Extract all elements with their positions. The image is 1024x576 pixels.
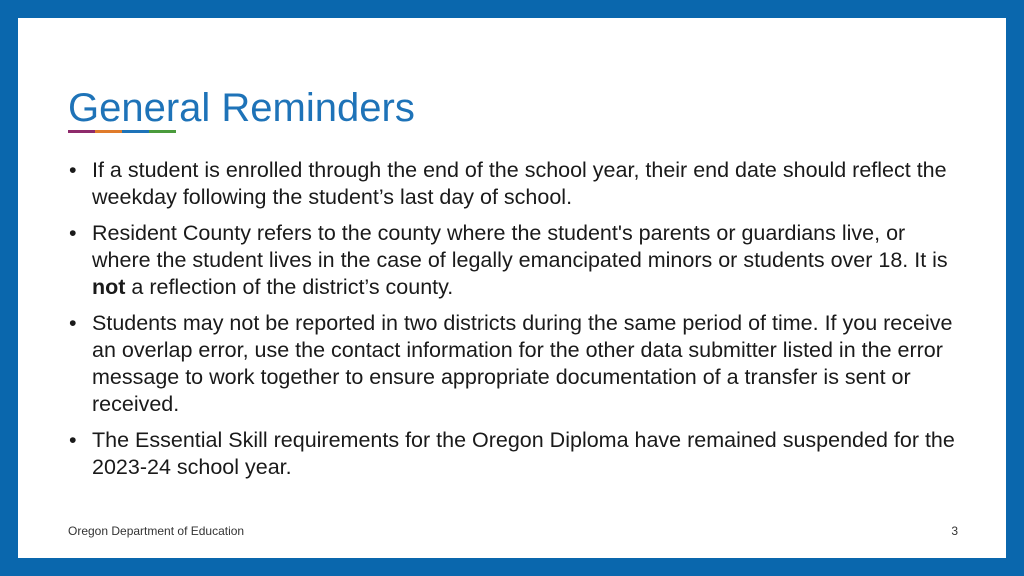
- bullet-icon: •: [69, 428, 77, 452]
- bullet-item-resident-county: [68, 220, 968, 301]
- bullet-text: Students may not be reported in two districts during the same period of time. If you receive an overlap error, use the contact information for the other data submitter listed in the error message to work together to ensure appropriate documentation of a transfer is sent or received.: [92, 311, 953, 416]
- bullet-item-overlap-error: [68, 310, 968, 418]
- footer-page-number: 3: [951, 524, 958, 538]
- bullet-text-after: a reflection of the district’s county.: [125, 275, 454, 299]
- underline-segment-2: [95, 130, 122, 133]
- bullet-icon: •: [69, 158, 77, 182]
- title-underline: [68, 130, 176, 133]
- slide-title: General Reminders: [68, 86, 415, 130]
- slide: [18, 18, 1006, 558]
- underline-segment-3: [122, 130, 149, 133]
- bullet-text-before: Resident County refers to the county where the student's parents or guardians live, or where the student lives in the case of legally emancipated minors or students over 18. It is: [92, 221, 948, 272]
- bullet-text: The Essential Skill requirements for the Oregon Diploma have remained suspended for the 2023-24 school year.: [92, 428, 955, 479]
- footer-organization: Oregon Department of Education: [68, 524, 245, 538]
- bullet-item-end-date: [68, 157, 968, 211]
- bullet-icon: •: [69, 311, 77, 335]
- underline-segment-4: [149, 130, 176, 133]
- bullet-text: If a student is enrolled through the end of the school year, their end date should reflect the weekday following the student’s last day of school.: [92, 158, 947, 209]
- underline-segment-1: [68, 130, 95, 133]
- bullet-icon: •: [69, 221, 77, 245]
- bullet-list: [68, 157, 968, 490]
- bullet-item-essential-skill: [68, 427, 968, 481]
- bullet-bold-text: not: [92, 275, 126, 299]
